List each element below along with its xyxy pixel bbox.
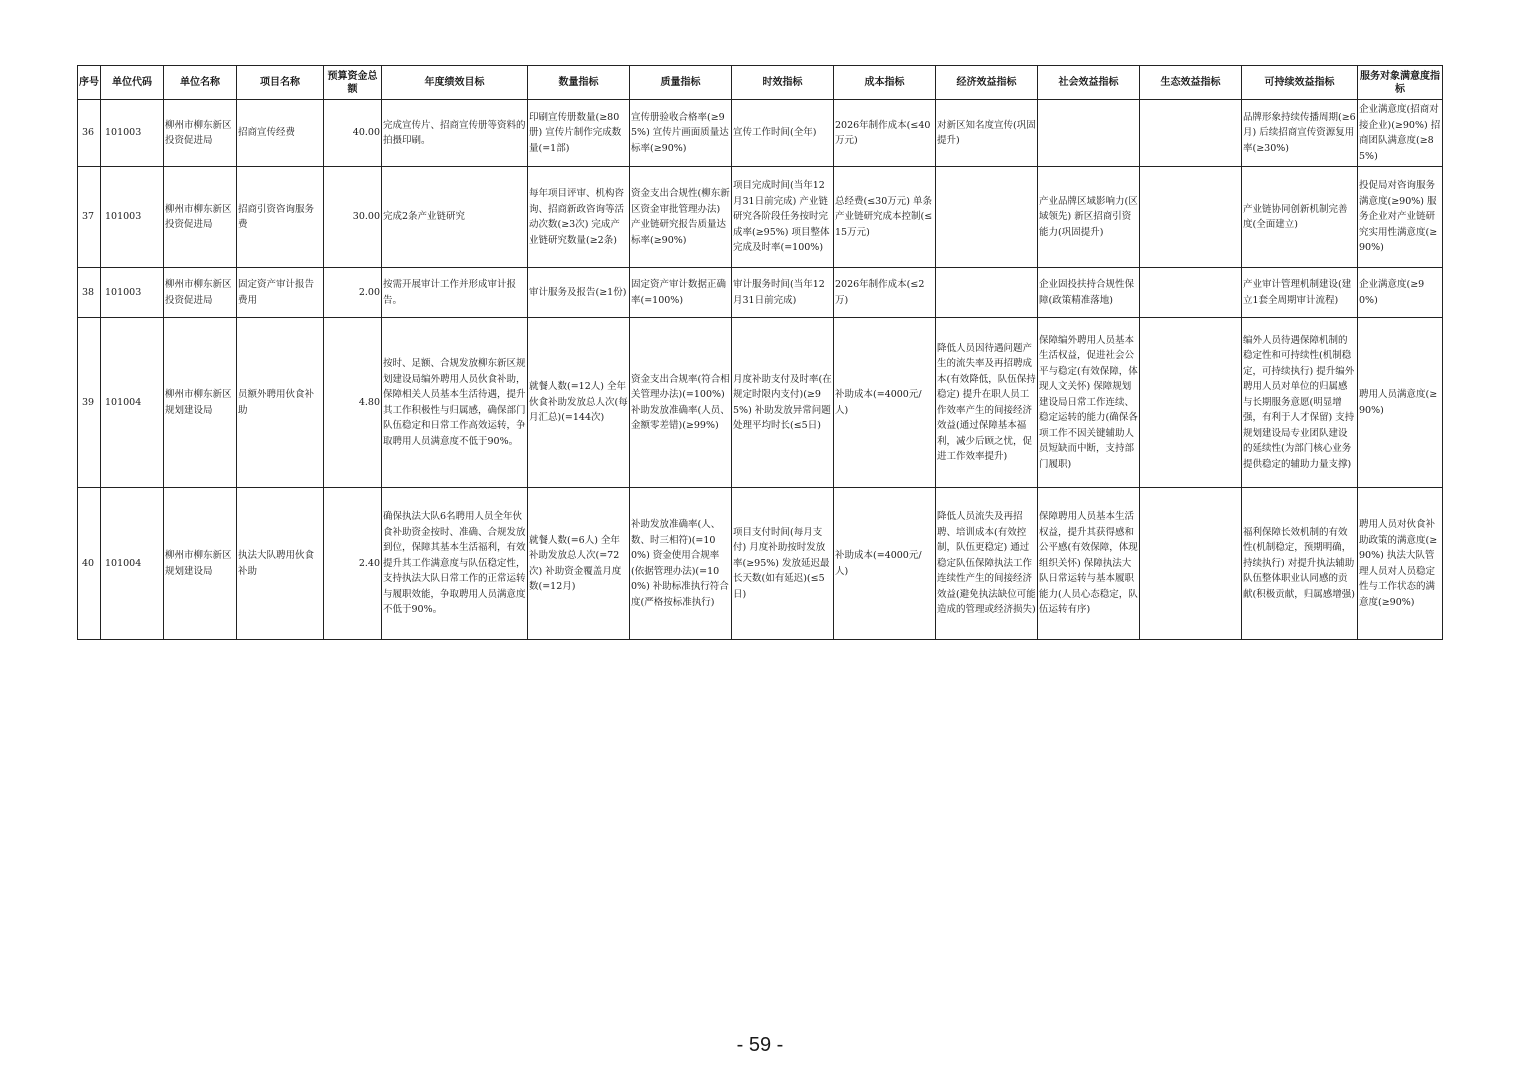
column-header: 质量指标 [630, 66, 732, 100]
cell-budget: 40.00 [324, 100, 382, 167]
column-header: 成本指标 [834, 66, 936, 100]
cell-no: 39 [78, 318, 101, 488]
cell-ecological [1140, 100, 1242, 167]
cell-satisfaction: 投促局对咨询服务满意度(≥90%) 服务企业对产业链研究实用性满意度(≥90%) [1358, 167, 1443, 268]
cell-project: 执法大队聘用伙食补助 [237, 488, 324, 640]
column-header: 社会效益指标 [1038, 66, 1140, 100]
cell-timeliness: 项目支付时间(每月支付) 月度补助按时发放率(≥95%) 发放延迟最长天数(如有延迟)(≤5日) [732, 488, 834, 640]
cell-sustainable: 编外人员待遇保障机制的稳定性和可持续性(机制稳定，可持续执行) 提升编外聘用人员对单位的归属感与长期服务意愿(明显增强，有利于人才保留) 支持规划建设局专业团队建设的延续性(为部门核心业务提供稳定的辅助力量支撑) [1242, 318, 1358, 488]
cell-economic [936, 167, 1038, 268]
header-row [78, 66, 1443, 100]
cell-budget: 30.00 [324, 167, 382, 268]
column-header: 经济效益指标 [936, 66, 1038, 100]
cell-sustainable: 产业审计管理机制建设(建立1套全周期审计流程) [1242, 268, 1358, 318]
cell-satisfaction: 聘用人员对伙食补助政策的满意度(≥90%) 执法大队管理人员对人员稳定性与工作状态的满意度(≥90%) [1358, 488, 1443, 640]
cell-ecological [1140, 318, 1242, 488]
cell-economic: 降低人员流失及再招聘、培训成本(有效控制，队伍更稳定) 通过稳定队伍保障执法工作连续性产生的间接经济效益(避免执法缺位可能造成的管理或经济损失) [936, 488, 1038, 640]
cell-social: 保障编外聘用人员基本生活权益，促进社会公平与稳定(有效保障，体现人文关怀) 保障规划建设局日常工作连续、稳定运转的能力(确保各项工作不因关键辅助人员短缺而中断，支持部门履职) [1038, 318, 1140, 488]
cell-unit: 柳州市柳东新区投资促进局 [164, 268, 237, 318]
cell-timeliness: 审计服务时间(当年12月31日前完成) [732, 268, 834, 318]
cell-social: 企业固投扶持合规性保障(政策精准落地) [1038, 268, 1140, 318]
cell-budget: 4.80 [324, 318, 382, 488]
column-header: 年度绩效目标 [382, 66, 528, 100]
cell-code: 101003 [101, 100, 164, 167]
cell-no: 36 [78, 100, 101, 167]
cell-cost: 补助成本(=4000元/人) [834, 488, 936, 640]
cell-quantity: 就餐人数(=12人) 全年伙食补助发放总人次(每月汇总)(=144次) [528, 318, 630, 488]
cell-satisfaction: 企业满意度(≥90%) [1358, 268, 1443, 318]
column-header: 序号 [78, 66, 101, 100]
cell-cost: 总经费(≤30万元) 单条产业链研究成本控制(≤15万元) [834, 167, 936, 268]
cell-sustainable: 品牌形象持续传播周期(≥6月) 后续招商宣传资源复用率(≥30%) [1242, 100, 1358, 167]
column-header: 数量指标 [528, 66, 630, 100]
cell-project: 招商宣传经费 [237, 100, 324, 167]
cell-code: 101004 [101, 318, 164, 488]
cell-cost: 补助成本(=4000元/人) [834, 318, 936, 488]
cell-satisfaction: 聘用人员满意度(≥90%) [1358, 318, 1443, 488]
cell-unit: 柳州市柳东新区规划建设局 [164, 488, 237, 640]
cell-no: 38 [78, 268, 101, 318]
cell-project: 招商引资咨询服务费 [237, 167, 324, 268]
cell-goal: 完成2条产业链研究 [382, 167, 528, 268]
performance-table [77, 65, 1443, 640]
cell-goal: 按时、足额、合规发放柳东新区规划建设局编外聘用人员伙食补助，保障相关人员基本生活待遇，提升其工作积极性与归属感，确保部门队伍稳定和日常工作高效运转，争取聘用人员满意度不低于90%。 [382, 318, 528, 488]
cell-ecological [1140, 488, 1242, 640]
cell-goal: 按需开展审计工作并形成审计报告。 [382, 268, 528, 318]
cell-project: 员额外聘用伙食补助 [237, 318, 324, 488]
cell-cost: 2026年制作成本(≤40万元) [834, 100, 936, 167]
cell-unit: 柳州市柳东新区规划建设局 [164, 318, 237, 488]
cell-no: 37 [78, 167, 101, 268]
table-body [78, 100, 1443, 640]
cell-goal: 确保执法大队6名聘用人员全年伙食补助资金按时、准确、合规发放到位，保障其基本生活福利，有效提升其工作满意度与队伍稳定性，支持执法大队日常工作的正常运转与履职效能，争取聘用人员满意度不低于90%。 [382, 488, 528, 640]
cell-budget: 2.00 [324, 268, 382, 318]
column-header: 单位名称 [164, 66, 237, 100]
cell-quality: 资金支出合规率(符合相关管理办法)(=100%) 补助发放准确率(人员、金额零差错)(≥99%) [630, 318, 732, 488]
cell-social [1038, 100, 1140, 167]
cell-unit: 柳州市柳东新区投资促进局 [164, 100, 237, 167]
table-row [78, 488, 1443, 640]
column-header: 预算资金总额 [324, 66, 382, 100]
cell-goal: 完成宣传片、招商宣传册等资料的拍摄印刷。 [382, 100, 528, 167]
column-header: 服务对象满意度指标 [1358, 66, 1443, 100]
cell-quality: 宣传册验收合格率(≥95%) 宣传片画面质量达标率(≥90%) [630, 100, 732, 167]
column-header: 时效指标 [732, 66, 834, 100]
cell-social: 产业品牌区域影响力(区域领先) 新区招商引资能力(巩固提升) [1038, 167, 1140, 268]
cell-sustainable: 福利保障长效机制的有效性(机制稳定，预期明确，持续执行) 对提升执法辅助队伍整体职业认同感的贡献(积极贡献，归属感增强) [1242, 488, 1358, 640]
table-row [78, 318, 1443, 488]
table-row [78, 167, 1443, 268]
cell-quantity: 审计服务及报告(≥1份) [528, 268, 630, 318]
cell-quantity: 每年项目评审、机构咨询、招商新政咨询等活动次数(≥3次) 完成产业链研究数量(≥2条) [528, 167, 630, 268]
cell-no: 40 [78, 488, 101, 640]
cell-code: 101004 [101, 488, 164, 640]
column-header: 生态效益指标 [1140, 66, 1242, 100]
cell-sustainable: 产业链协同创新机制完善度(全面建立) [1242, 167, 1358, 268]
page-number: - 59 - [736, 1034, 784, 1056]
cell-social: 保障聘用人员基本生活权益，提升其获得感和公平感(有效保障，体现组织关怀) 保障执法大队日常运转与基本履职能力(人员心态稳定，队伍运转有序) [1038, 488, 1140, 640]
cell-quality: 资金支出合规性(柳东新区资金审批管理办法) 产业链研究报告质量达标率(≥90%) [630, 167, 732, 268]
cell-economic [936, 268, 1038, 318]
cell-satisfaction: 企业满意度(招商对接企业)(≥90%) 招商团队满意度(≥85%) [1358, 100, 1443, 167]
cell-timeliness: 月度补助支付及时率(在规定时限内支付)(≥95%) 补助发放异常问题处理平均时长(≤5日) [732, 318, 834, 488]
cell-cost: 2026年制作成本(≤2万) [834, 268, 936, 318]
table-row [78, 268, 1443, 318]
cell-timeliness: 项目完成时间(当年12月31日前完成) 产业链研究各阶段任务按时完成率(≥95%) 项目整体完成及时率(=100%) [732, 167, 834, 268]
cell-quality: 补助发放准确率(人、数、时三相符)(=100%) 资金使用合规率(依据管理办法)(=100%) 补助标准执行符合度(严格按标准执行) [630, 488, 732, 640]
cell-timeliness: 宣传工作时间(全年) [732, 100, 834, 167]
cell-economic: 对新区知名度宣传(巩固提升) [936, 100, 1038, 167]
cell-code: 101003 [101, 268, 164, 318]
column-header: 单位代码 [101, 66, 164, 100]
column-header: 可持续效益指标 [1242, 66, 1358, 100]
cell-budget: 2.40 [324, 488, 382, 640]
cell-quantity: 印刷宣传册数量(≥80册) 宣传片制作完成数量(=1部) [528, 100, 630, 167]
cell-ecological [1140, 167, 1242, 268]
cell-economic: 降低人员因待遇问题产生的流失率及再招聘成本(有效降低，队伍保持稳定) 提升在职人员工作效率产生的间接经济效益(通过保障基本福利，减少后顾之忧，促进工作效率提升) [936, 318, 1038, 488]
cell-project: 固定资产审计报告费用 [237, 268, 324, 318]
column-header: 项目名称 [237, 66, 324, 100]
cell-ecological [1140, 268, 1242, 318]
cell-code: 101003 [101, 167, 164, 268]
table-row [78, 100, 1443, 167]
cell-unit: 柳州市柳东新区投资促进局 [164, 167, 237, 268]
cell-quantity: 就餐人数(=6人) 全年补助发放总人次(=72次) 补助资金覆盖月度数(=12月) [528, 488, 630, 640]
cell-quality: 固定资产审计数据正确率(=100%) [630, 268, 732, 318]
